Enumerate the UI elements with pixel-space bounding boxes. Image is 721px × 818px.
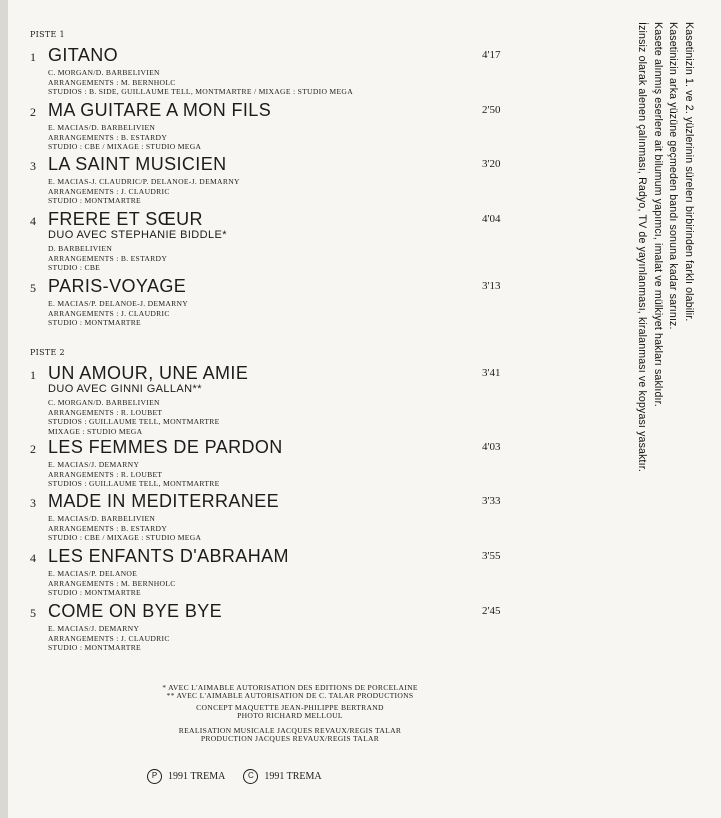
track-duration: 4'03: [482, 441, 501, 453]
track-credit-line: E. MACIAS/P. DELANOE-J. DEMARNY: [48, 299, 189, 308]
track-title: COME ON BYE BYE: [48, 601, 223, 621]
copyright-year: 1991 TREMA: [264, 770, 322, 782]
track-credit-line: E. MACIAS/J. DEMARNY: [48, 460, 140, 469]
realisation-credit: REALISATION MUSICALE JACQUES REVAUX/REGIS TALAR: [178, 726, 402, 735]
track-credit-line: ARRANGEMENTS : B. ESTARDY: [48, 132, 168, 142]
track-credit-line: ARRANGEMENTS : M. BERNHOLC: [48, 578, 176, 588]
track-credit-line: E. MACIAS/D. BARBELIVIEN: [48, 514, 156, 523]
track-credit-line: C. MORGAN/D. BARBELIVIEN: [48, 398, 160, 407]
track-credit-line: STUDIOS : B. SIDE, GUILLAUME TELL, MONTMARTRE / MIXAGE : STUDIO MEGA: [48, 87, 353, 96]
concept-credit: CONCEPT MAQUETTE JEAN-PHILIPPE BERTRAND: [196, 703, 384, 712]
track-duration: 4'04: [482, 213, 501, 225]
track-credits: [48, 514, 201, 543]
track-credits: [48, 299, 188, 328]
track-title: UN AMOUR, UNE AMIE: [48, 363, 249, 383]
track-duration: 3'41: [482, 367, 501, 379]
track-credits: [48, 398, 220, 436]
legal-notice-line-3: Kasete alınmış eserlere ait bilumum yapımcı, imalat ve mülkiyet hakları saklıdır.: [652, 22, 664, 407]
copyright-symbol-icon: C: [243, 769, 258, 784]
track-credit-line: ARRANGEMENTS : R. LOUBET: [48, 469, 163, 479]
track-duration: 3'20: [482, 158, 501, 170]
track-duet-partner: DUO AVEC GINNI GALLAN**: [48, 383, 202, 395]
track-title: MA GUITARE A MON FILS: [48, 100, 272, 120]
track-duration: 3'13: [482, 280, 501, 292]
track-duration: 3'55: [482, 550, 501, 562]
piste-1-label: PISTE 1: [30, 30, 65, 39]
left-edge-strip: [0, 0, 8, 818]
track-credit-line: STUDIO : MONTMARTRE: [48, 643, 141, 652]
track-credit-line: ARRANGEMENTS : R. LOUBET: [48, 407, 163, 417]
piste-2-label: PISTE 2: [30, 348, 65, 357]
track-number: 2: [30, 105, 36, 119]
track-title: GITANO: [48, 45, 119, 65]
track-credit-line: STUDIO : MONTMARTRE: [48, 588, 141, 597]
track-number: 1: [30, 368, 36, 382]
track-credit-line: ARRANGEMENTS : B. ESTARDY: [48, 253, 168, 263]
track-duration: 2'50: [482, 104, 501, 116]
track-credit-line: ARRANGEMENTS : B. ESTARDY: [48, 523, 168, 533]
track-credit-line: ARRANGEMENTS : J. CLAUDRIC: [48, 186, 170, 196]
track-credit-line: STUDIOS : GUILLAUME TELL, MONTMARTRE: [48, 479, 220, 488]
track-credit-line: ARRANGEMENTS : J. CLAUDRIC: [48, 633, 170, 643]
track-credit-line: E. MACIAS-J. CLAUDRIC/P. DELANOE-J. DEMARNY: [48, 177, 240, 186]
track-title: LA SAINT MUSICIEN: [48, 154, 227, 174]
track-title: PARIS-VOYAGE: [48, 276, 187, 296]
track-number: 4: [30, 551, 36, 565]
track-credit-line: E. MACIAS/J. DEMARNY: [48, 624, 140, 633]
track-credit-line: E. MACIAS/D. BARBELIVIEN: [48, 123, 156, 132]
track-number: 4: [30, 214, 36, 228]
photo-credit: PHOTO RICHARD MELLOUL: [237, 711, 343, 720]
track-number: 5: [30, 281, 36, 295]
track-credit-line: STUDIO : CBE / MIXAGE : STUDIO MEGA: [48, 533, 202, 542]
production-credit: PRODUCTION JACQUES REVAUX/REGIS TALAR: [200, 734, 380, 743]
track-number: 5: [30, 606, 36, 620]
track-credits: [48, 177, 240, 206]
track-credit-line: E. MACIAS/P. DELANOE: [48, 569, 138, 578]
track-credit-line: ARRANGEMENTS : J. CLAUDRIC: [48, 308, 170, 318]
track-credit-line: MIXAGE : STUDIO MEGA: [48, 426, 143, 436]
track-credit-line: STUDIOS : GUILLAUME TELL, MONTMARTRE: [48, 417, 220, 426]
track-number: 3: [30, 496, 36, 510]
track-credit-line: STUDIO : MONTMARTRE: [48, 318, 141, 327]
track-credits: [48, 624, 170, 653]
track-duration: 4'17: [482, 49, 501, 61]
track-credits: [48, 460, 220, 489]
track-duet-partner: DUO AVEC STEPHANIE BIDDLE*: [48, 229, 227, 241]
legal-notice: [616, 22, 696, 642]
track-number: 3: [30, 159, 36, 173]
track-credit-line: STUDIO : CBE / MIXAGE : STUDIO MEGA: [48, 142, 202, 151]
track-credit-line: STUDIO : CBE: [48, 263, 101, 272]
copyright-line: [147, 768, 322, 784]
track-title: LES FEMMES DE PARDON: [48, 437, 283, 457]
legal-notice-line-2: Kasetinizin arka yüzüne geçmeden bandı sonuna kadar sarınız.: [667, 22, 680, 330]
track-credits: [48, 68, 353, 97]
track-title: LES ENFANTS D'ABRAHAM: [48, 546, 289, 566]
track-credit-line: ARRANGEMENTS : M. BERNHOLC: [48, 77, 176, 87]
authorization-note-2: ** AVEC L'AIMABLE AUTORISATION DE C. TALAR PRODUCTIONS: [166, 691, 414, 700]
track-duration: 3'33: [482, 495, 501, 507]
phonogram-year: 1991 TREMA: [168, 770, 226, 782]
track-credit-line: C. MORGAN/D. BARBELIVIEN: [48, 68, 160, 77]
track-credits: [48, 569, 176, 598]
track-number: 1: [30, 50, 36, 64]
track-title: FRERE ET SŒUR: [48, 209, 203, 229]
legal-notice-line-1: Kasetinizin 1. ve 2. yüzlerinin sürelerı birbirinden farklı olabilir.: [683, 22, 695, 322]
phonogram-symbol-icon: P: [147, 769, 162, 784]
track-credit-line: D. BARBELIVIEN: [48, 244, 113, 253]
track-credits: [48, 123, 201, 152]
track-credit-line: STUDIO : MONTMARTRE: [48, 196, 141, 205]
track-duration: 2'45: [482, 605, 501, 617]
legal-notice-line-4: İzinsiz olarak alenen çalınması, Radyo, TV de yayınlanması, kiralanması ve kopyası yasaktır.: [636, 22, 649, 472]
track-credits: [48, 244, 167, 273]
authorization-note-1: * AVEC L'AIMABLE AUTORISATION DES EDITIONS DE PORCELAINE: [162, 683, 418, 692]
track-title: MADE IN MEDITERRANEE: [48, 491, 280, 511]
track-number: 2: [30, 442, 36, 456]
